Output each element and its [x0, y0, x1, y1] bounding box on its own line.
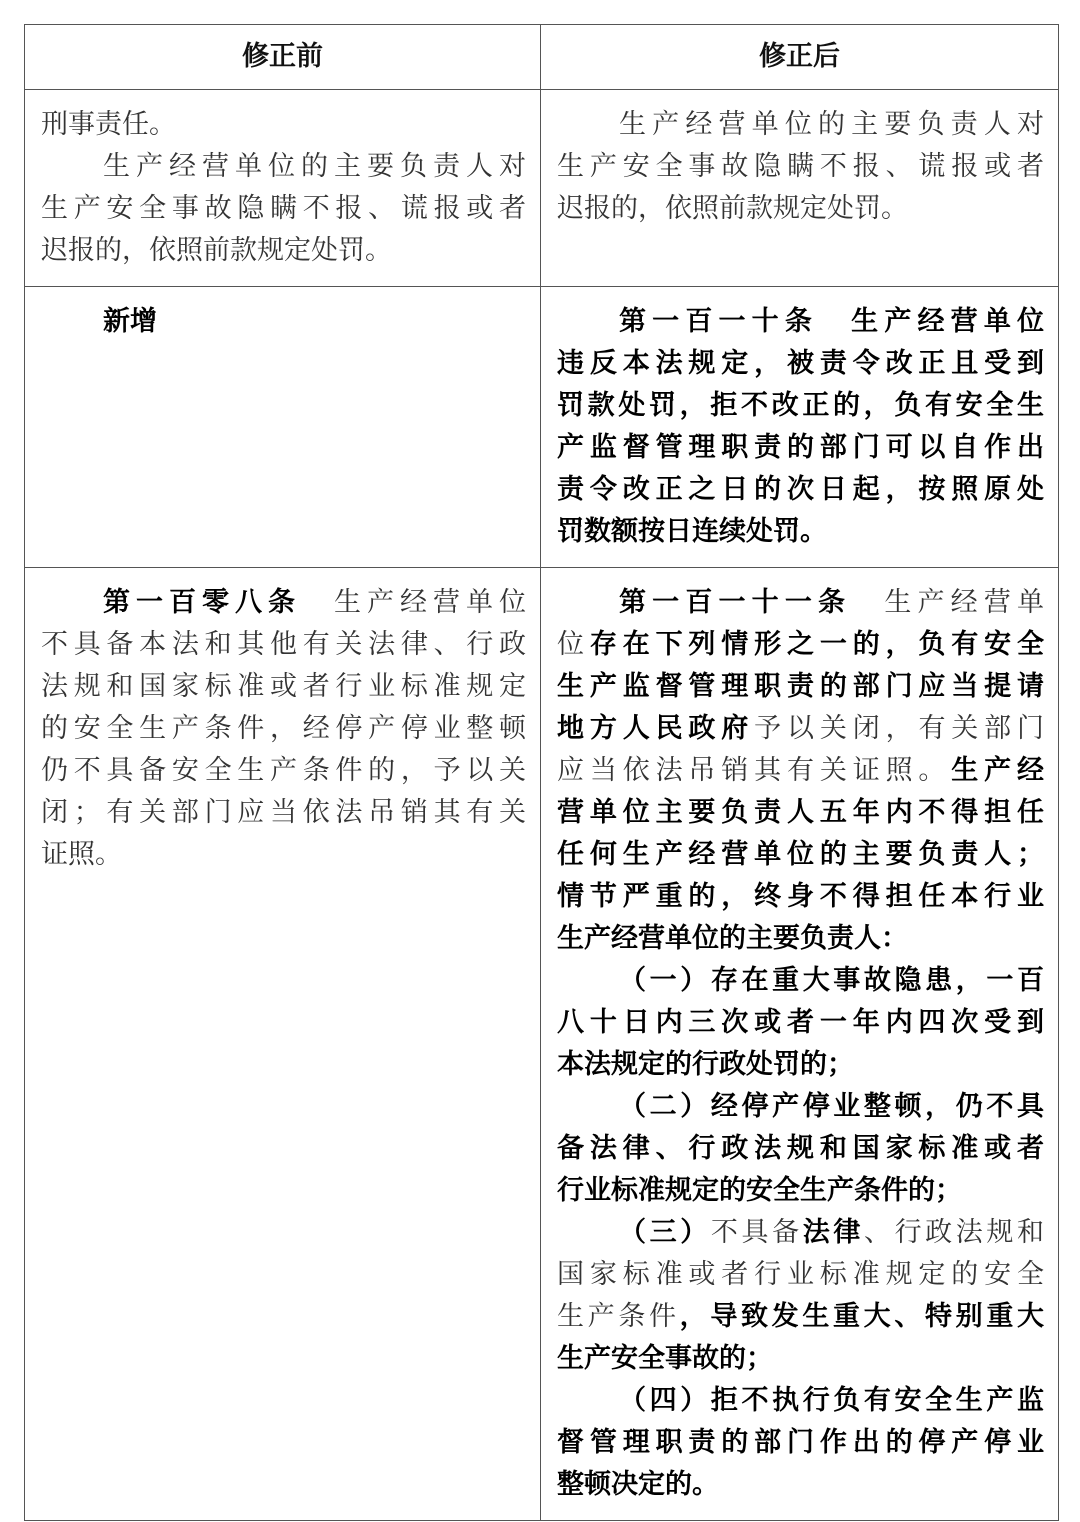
bold-text: 责令改正之日的次日起，按照原处: [557, 474, 1044, 505]
bold-text: 行业标准规定的安全生产条件的；: [557, 1175, 962, 1206]
text: 法规和国家标准或者行业标准规定: [41, 671, 526, 702]
text-line: [41, 624, 526, 666]
text-line: [557, 918, 1044, 960]
bold-text: 生产经营单位的主要负责人：: [557, 923, 908, 954]
text-line: [557, 1422, 1044, 1464]
text-line: [41, 146, 526, 188]
text-line: [557, 385, 1044, 427]
text-line: [41, 188, 526, 230]
header-row: [25, 25, 1059, 90]
text-line: [557, 624, 1044, 666]
text: 刑事责任。: [41, 109, 176, 140]
text-line: [557, 960, 1044, 1002]
text: 生产经营单: [851, 587, 1044, 618]
bold-text: 督管理职责的部门作出的停产停业: [557, 1427, 1044, 1458]
bold-text: 生产安全事故的；: [557, 1343, 773, 1374]
bold-text: 整顿决定的。: [557, 1469, 719, 1500]
before-cell: [25, 90, 541, 287]
paragraph: [557, 301, 1044, 553]
text-line: [557, 666, 1044, 708]
text-line: [557, 146, 1044, 188]
bold-text: 营单位主要负责人五年内不得担任: [557, 797, 1044, 828]
text-line: [557, 834, 1044, 876]
text-line: [557, 708, 1044, 750]
text-line: [557, 104, 1044, 146]
bold-text: 第一百一十条 生产经营单位: [619, 306, 1044, 337]
paragraph: [41, 582, 526, 876]
text-line: [41, 750, 526, 792]
text: 生产经营单位: [301, 587, 526, 618]
text: 不具备: [710, 1217, 803, 1248]
bold-text: 罚数额按日连续处罚。: [557, 516, 827, 547]
text-line: [557, 427, 1044, 469]
header-after: 修正后: [541, 25, 1059, 90]
text-line: [557, 301, 1044, 343]
bold-text: 本法规定的行政处罚的；: [557, 1049, 854, 1080]
text: 生产安全事故隐瞒不报、谎报或者: [557, 151, 1044, 182]
text-line: [41, 104, 526, 146]
bold-text: 八十日内三次或者一年内四次受到: [557, 1007, 1044, 1038]
text: 予以关闭，有关部门: [754, 713, 1044, 744]
text-line: [557, 1212, 1044, 1254]
paragraph: [557, 1212, 1044, 1380]
text: 生产条件: [557, 1301, 680, 1332]
after-cell: [541, 568, 1059, 1521]
text-line: [557, 750, 1044, 792]
bold-text: （二）经停产停业整顿，仍不具: [619, 1091, 1044, 1122]
bold-text: 情节严重的，终身不得担任本行业: [557, 881, 1044, 912]
bold-text: 违反本法规定，被责令改正且受到: [557, 348, 1044, 379]
paragraph: [41, 301, 526, 343]
paragraph: [557, 582, 1044, 960]
bold-text: 法律: [802, 1217, 864, 1248]
text: 、行政法规和: [863, 1217, 1044, 1248]
bold-text: （四）拒不执行负有安全生产监: [619, 1385, 1044, 1416]
text-line: [557, 876, 1044, 918]
after-cell: [541, 287, 1059, 568]
paragraph: [41, 146, 526, 272]
text-line: [557, 792, 1044, 834]
after-cell: [541, 90, 1059, 287]
text: 迟报的，依照前款规定处罚。: [41, 235, 392, 266]
text-line: [41, 301, 526, 343]
text: 位: [557, 629, 590, 660]
bold-text: 地方人民政府: [557, 713, 755, 744]
text-line: [557, 511, 1044, 553]
bold-text: 第一百一十一条: [619, 587, 852, 618]
table-row: [25, 287, 1059, 568]
bold-text: 任何生产经营单位的主要负责人；: [557, 839, 1044, 870]
text-line: [557, 1464, 1044, 1506]
text-line: [557, 469, 1044, 511]
text: 不具备本法和其他有关法律、行政: [41, 629, 526, 660]
bold-text: （三）: [619, 1217, 711, 1248]
text: 仍不具备安全生产条件的，予以关: [41, 755, 526, 786]
text: 应当依法吊销其有关证照。: [557, 755, 952, 786]
text-line: [41, 792, 526, 834]
bold-text: 生产监督管理职责的部门应当提请: [557, 671, 1044, 702]
text-line: [557, 343, 1044, 385]
bold-text: （一）存在重大事故隐患，一百: [619, 965, 1044, 996]
paragraph: [557, 960, 1044, 1086]
bold-text: 产监督管理职责的部门可以自作出: [557, 432, 1044, 463]
bold-text: 存在下列情形之一的，负有安全: [589, 629, 1044, 660]
text: 生产经营单位的主要负责人对: [103, 151, 526, 182]
text-line: [41, 834, 526, 876]
text-line: [557, 1254, 1044, 1296]
text-line: [41, 230, 526, 272]
text: 生产经营单位的主要负责人对: [619, 109, 1044, 140]
bold-text: 罚款处罚，拒不改正的，负有安全生: [557, 390, 1044, 421]
text: 闭；有关部门应当依法吊销其有关: [41, 797, 526, 828]
bold-text: 生产经: [951, 755, 1044, 786]
text-line: [557, 1170, 1044, 1212]
paragraph: [557, 1086, 1044, 1212]
paragraph: [557, 1380, 1044, 1506]
table-body: [25, 90, 1059, 1521]
text-line: [557, 1086, 1044, 1128]
text: 的安全生产条件，经停产停业整顿: [41, 713, 526, 744]
text-line: [557, 582, 1044, 624]
text: 国家标准或者行业标准规定的安全: [557, 1259, 1044, 1290]
amendment-comparison-table: [24, 24, 1059, 1521]
paragraph: [557, 104, 1044, 230]
text: 迟报的，依照前款规定处罚。: [557, 193, 908, 224]
text-line: [41, 582, 526, 624]
text: 生产安全事故隐瞒不报、谎报或者: [41, 193, 526, 224]
paragraph: [41, 104, 526, 146]
text-line: [557, 1296, 1044, 1338]
text-line: [557, 1128, 1044, 1170]
text-line: [557, 1002, 1044, 1044]
bold-text: 备法律、行政法规和国家标准或者: [557, 1133, 1044, 1164]
text-line: [41, 666, 526, 708]
before-cell: [25, 568, 541, 1521]
header-before: 修正前: [25, 25, 541, 90]
before-cell: [25, 287, 541, 568]
text: 证照。: [41, 839, 122, 870]
text-line: [557, 1338, 1044, 1380]
table-row: [25, 568, 1059, 1521]
bold-text: 新增: [103, 306, 157, 337]
text-line: [557, 1044, 1044, 1086]
text-line: [557, 1380, 1044, 1422]
bold-text: ，导致发生重大、特别重大: [679, 1301, 1044, 1332]
text-line: [557, 188, 1044, 230]
table-row: [25, 90, 1059, 287]
text-line: [41, 708, 526, 750]
bold-text: 第一百零八条: [103, 587, 301, 618]
